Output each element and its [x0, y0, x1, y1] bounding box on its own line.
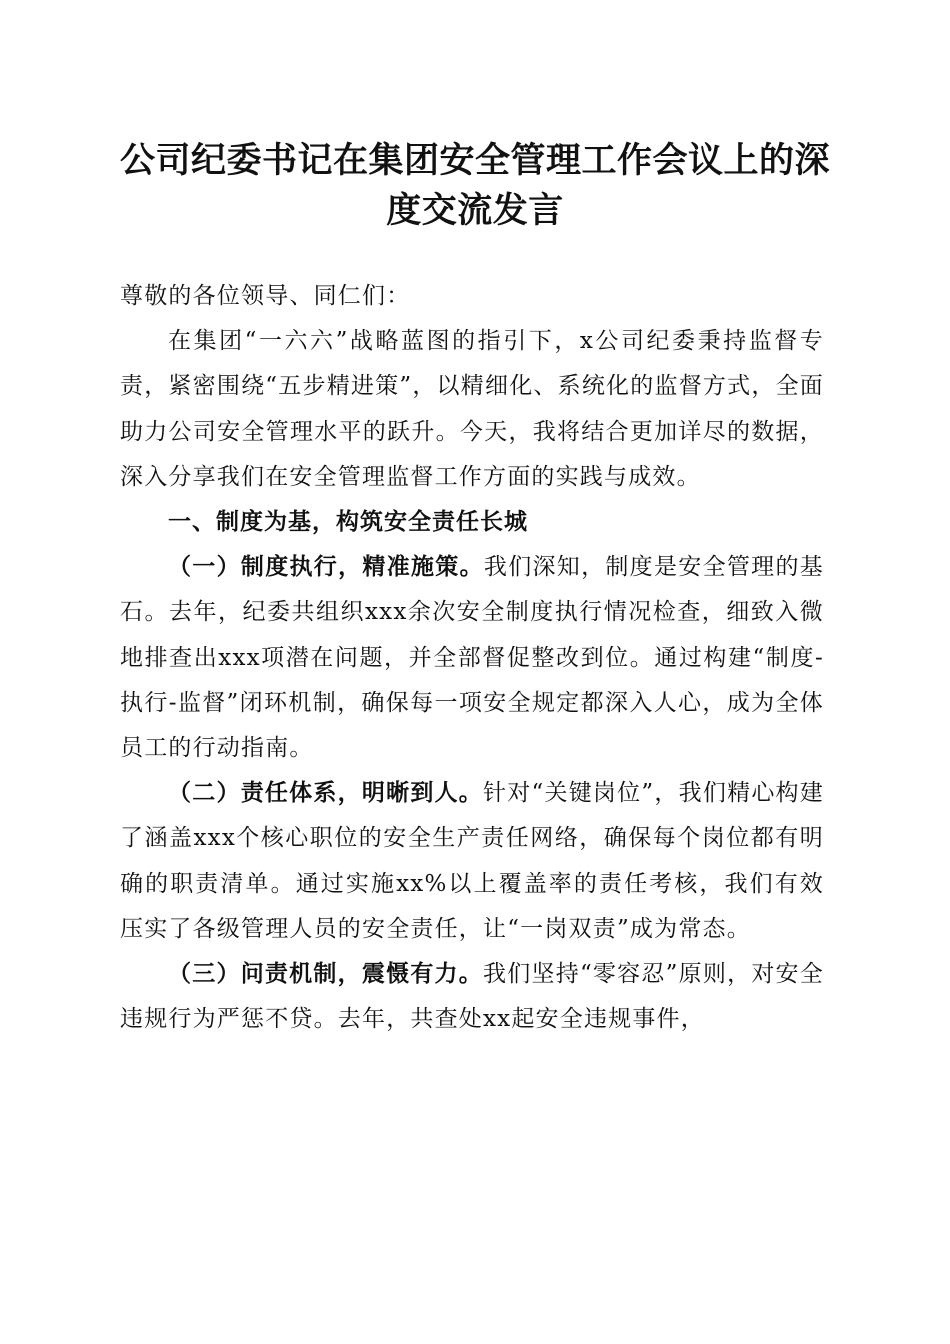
subsection-lead: （三）问责机制，震慑有力。 — [168, 961, 484, 988]
subsection-lead: （二）责任体系，明晰到人。 — [168, 780, 484, 807]
subsection-paragraph — [120, 952, 824, 1042]
subsection-lead: （一）制度执行，精准施策。 — [168, 554, 484, 581]
intro-paragraph: 在集团“一六六”战略蓝图的指引下，x公司纪委秉持监督专责，紧密围绕“五步精进策”，以精细化、系统化的监督方式，全面助力公司安全管理水平的跃升。今天，我将结合更加详尽的数据，深入分享我们在安全管理监督工作方面的实践与成效。 — [120, 328, 824, 490]
section-heading: 一、制度为基，构筑安全责任长城 — [168, 509, 528, 536]
salutation: 尊敬的各位领导、同仁们： — [120, 283, 411, 309]
document-body — [120, 274, 824, 1042]
subsection-text: 针对“关键岗位”，我们精心构建了涵盖xxx个核心职位的安全生产责任网络，确保每个岗位都有明确的职责清单。通过实施xx%以上覆盖率的责任考核，我们有效压实了各级管理人员的安全责任，让“一岗双责”成为常态。 — [120, 780, 824, 942]
subsection-paragraph — [120, 545, 824, 771]
subsection-paragraph — [120, 771, 824, 952]
subsection-text: 我们深知，制度是安全管理的基石。去年，纪委共组织xxx余次安全制度执行情况检查，细致入微地排查出xxx项潜在问题，并全部督促整改到位。通过构建“制度-执行-监督”闭环机制，确保每一项安全规定都深入人心，成为全体员工的行动指南。 — [120, 554, 824, 762]
document-title: 公司纪委书记在集团安全管理工作会议上的深度交流发言 — [119, 140, 830, 231]
subsection-text: 我们坚持“零容忍”原则，对安全违规行为严惩不贷。去年，共查处xx起安全违规事件， — [120, 961, 824, 1033]
